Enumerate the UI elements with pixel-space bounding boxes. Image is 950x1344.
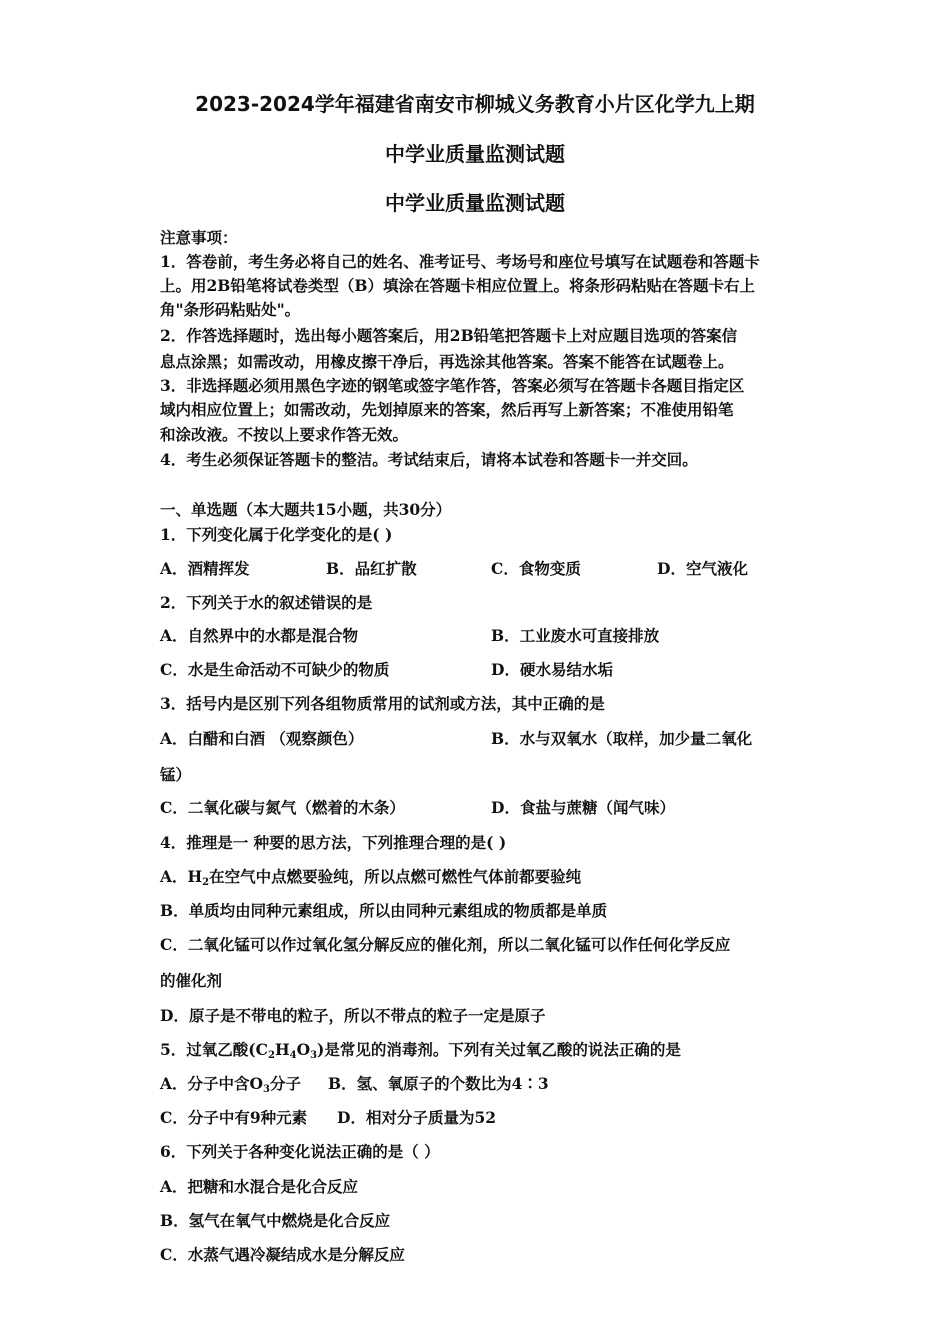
question-6-option-c: C．水蒸气遇冷凝结成水是分解反应 xyxy=(160,1245,405,1264)
question-4-option-d: D．原子是不带电的粒子，所以不带点的粒子一定是原子 xyxy=(160,1006,546,1025)
question-4-option-a-pre: A．H xyxy=(160,867,203,886)
question-3-stem: 3．括号内是区别下列各组物质常用的试剂或方法，其中正确的是 xyxy=(160,694,605,713)
question-5-stem-pre: 5．过氧乙酸(C xyxy=(160,1040,268,1059)
question-3-option-d: D．食盐与蔗糖（闻气味） xyxy=(491,798,675,817)
question-5-stem-o: O xyxy=(296,1040,311,1059)
question-5-option-c: C．分子中有9种元素 xyxy=(160,1108,308,1127)
question-5-option-d: D．相对分子质量为52 xyxy=(337,1108,497,1127)
question-5-option-a-pre: A．分子中含O xyxy=(160,1074,264,1093)
question-6-stem: 6．下列关于各种变化说法正确的是（ ） xyxy=(160,1142,440,1161)
notice-line: 4．考生必须保证答题卡的整洁。考试结束后，请将本试卷和答题卡一并交回。 xyxy=(160,450,698,469)
notice-line: 2．作答选择题时，选出每小题答案后，用2B铅笔把答题卡上对应题目选项的答案信 xyxy=(160,326,738,345)
question-4-option-c-cont: 的催化剂 xyxy=(160,971,223,990)
question-2-option-d: D．硬水易结水垢 xyxy=(491,660,613,679)
subscript: 3 xyxy=(310,1050,318,1061)
question-1-option-c: C．食物变质 xyxy=(491,559,581,578)
question-5-stem-h: H xyxy=(274,1040,290,1059)
notice-line: 和涂改液。不按以上要求作答无效。 xyxy=(160,425,409,444)
question-5-stem-post: )是常见的消毒剂。下列有关过氧乙酸的说法正确的是 xyxy=(317,1040,681,1059)
notice-line: 息点涂黑；如需改动，用橡皮擦干净后，再选涂其他答案。答案不能答在试题卷上。 xyxy=(160,352,734,371)
question-4-option-c: C．二氧化锰可以作过氧化氢分解反应的催化剂，所以二氧化锰可以作任何化学反应 xyxy=(160,935,731,954)
question-3-option-c: C．二氧化碳与氮气（燃着的木条） xyxy=(160,798,405,817)
exam-title-line-1: 2023-2024学年福建省南安市柳城义务教育小片区化学九上期 xyxy=(195,92,755,116)
question-6-option-a: A．把糖和水混合是化合反应 xyxy=(160,1177,359,1196)
question-2-option-b: B．工业废水可直接排放 xyxy=(491,626,660,645)
question-5-option-b: B．氢、氧原子的个数比为4∶3 xyxy=(328,1074,549,1093)
notice-line: 上。用2B铅笔将试卷类型（B）填涂在答题卡相应位置上。将条形码粘贴在答题卡右上 xyxy=(160,276,755,295)
question-2-option-c: C．水是生命活动不可缺少的物质 xyxy=(160,660,390,679)
question-3-option-b: B．水与双氧水（取样，加少量二氧化 xyxy=(491,729,753,748)
notice-line: 3．非选择题必须用黑色字迹的钢笔或签字笔作答，答案必须写在答题卡各题目指定区 xyxy=(160,376,745,395)
question-5-stem xyxy=(160,1039,800,1067)
subscript: 4 xyxy=(289,1050,297,1061)
question-2-stem: 2．下列关于水的叙述错误的是 xyxy=(160,593,373,612)
section-heading: 一、单选题（本大题共15小题，共30分） xyxy=(160,500,452,519)
question-4-option-a xyxy=(160,866,800,894)
question-1-option-b: B．品红扩散 xyxy=(326,559,417,578)
question-1-option-a: A．酒精挥发 xyxy=(160,559,250,578)
notice-line: 角"条形码粘贴处"。 xyxy=(160,300,301,319)
notice-heading: 注意事项： xyxy=(160,228,238,247)
subscript: 2 xyxy=(267,1050,275,1061)
question-1-stem: 1．下列变化属于化学变化的是( ) xyxy=(160,525,393,544)
question-4-stem: 4．推理是一 种要的思方法，下列推理合理的是( ) xyxy=(160,833,507,852)
notice-line: 1．答卷前，考生务必将自己的姓名、准考证号、考场号和座位号填写在试题卷和答题卡 xyxy=(160,252,760,271)
question-3-option-a: A．白醋和白酒 （观察颜色） xyxy=(160,729,364,748)
question-2-option-a: A．自然界中的水都是混合物 xyxy=(160,626,359,645)
notice-line: 域内相应位置上；如需改动，先划掉原来的答案，然后再写上新答案；不准使用铅笔 xyxy=(160,400,734,419)
question-6-option-b: B．氢气在氧气中燃烧是化合反应 xyxy=(160,1211,391,1230)
question-5-option-a xyxy=(160,1073,301,1101)
question-1-option-d: D．空气液化 xyxy=(657,559,748,578)
question-3-option-b-cont: 锰） xyxy=(160,765,192,784)
subscript: 3 xyxy=(263,1084,270,1095)
subscript: 2 xyxy=(202,877,210,888)
question-4-option-b: B．单质均由同种元素组成，所以由同种元素组成的物质都是单质 xyxy=(160,901,608,920)
exam-title-line-3: 中学业质量监测试题 xyxy=(385,191,565,215)
question-4-option-a-post: 在空气中点燃要验纯，所以点燃可燃性气体前都要验纯 xyxy=(209,867,582,886)
question-5-option-a-post: 分子 xyxy=(270,1074,302,1093)
exam-title-line-2: 中学业质量监测试题 xyxy=(385,142,565,166)
